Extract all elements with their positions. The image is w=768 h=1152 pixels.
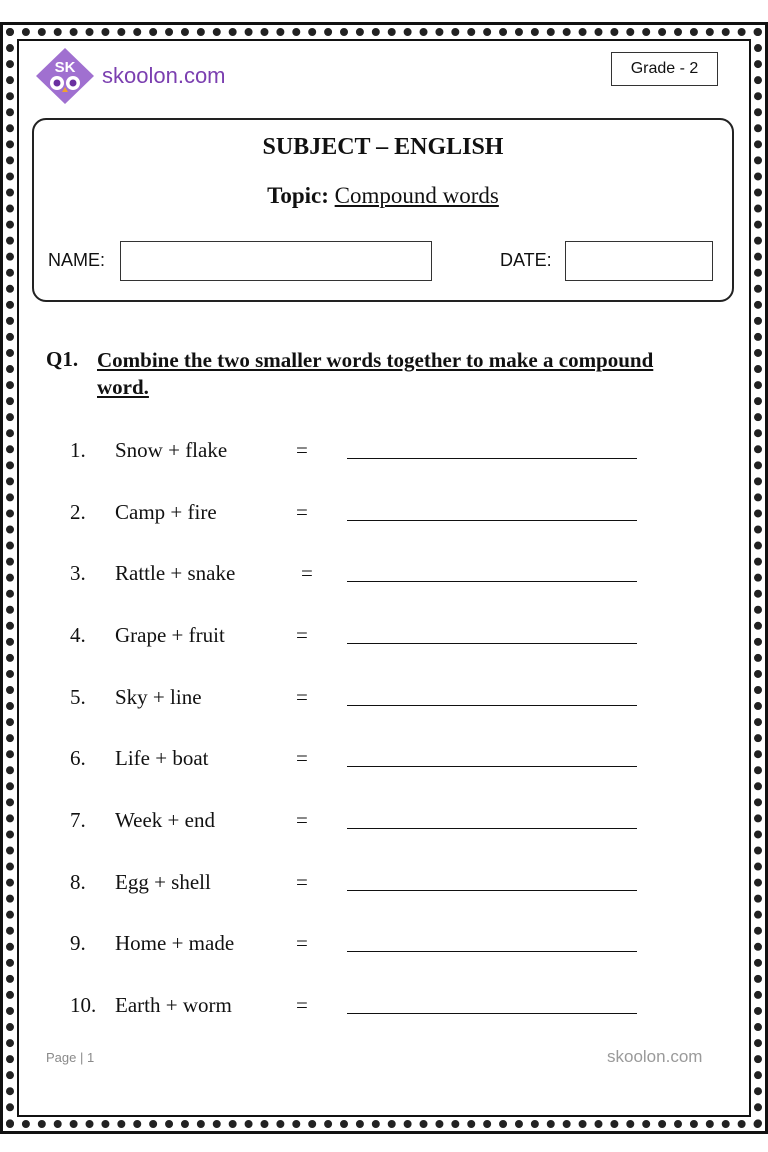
- item-number: 6.: [70, 746, 86, 770]
- exercise-item: [0, 500, 768, 530]
- answer-line[interactable]: [347, 705, 637, 706]
- equals-sign: =: [296, 993, 308, 1017]
- answer-line[interactable]: [347, 1013, 637, 1014]
- item-number: 1.: [70, 438, 86, 462]
- exercise-item: [0, 931, 768, 961]
- item-number: 7.: [70, 808, 86, 832]
- answer-line[interactable]: [347, 828, 637, 829]
- exercise-item: [0, 561, 768, 591]
- exercise-item: [0, 685, 768, 715]
- logo-text: skoolon.com: [102, 63, 226, 88]
- exercise-item: [0, 438, 768, 468]
- item-words: Camp + fire: [115, 500, 217, 524]
- exercise-item: [0, 623, 768, 653]
- equals-sign: =: [296, 808, 308, 832]
- item-number: 4.: [70, 623, 86, 647]
- equals-sign: =: [301, 561, 313, 585]
- topic-label: Topic:: [267, 183, 329, 208]
- footer-site: skoolon.com: [607, 1047, 703, 1066]
- equals-sign: =: [296, 685, 308, 709]
- item-words: Home + made: [115, 931, 235, 955]
- equals-sign: =: [296, 931, 308, 955]
- name-label: NAME:: [48, 250, 106, 270]
- item-words: Rattle + snake: [115, 561, 236, 585]
- subject-title: SUBJECT – ENGLISH: [262, 134, 504, 160]
- owl-logo-icon: [34, 46, 96, 106]
- topic-line: [34, 183, 732, 209]
- equals-sign: =: [296, 870, 308, 894]
- grade-badge: Grade - 2: [611, 52, 718, 86]
- equals-sign: =: [296, 746, 308, 770]
- answer-line[interactable]: [347, 766, 637, 767]
- answer-line[interactable]: [347, 520, 637, 521]
- item-words: Grape + fruit: [115, 623, 225, 647]
- exercise-item: [0, 993, 768, 1023]
- equals-sign: =: [296, 438, 308, 462]
- exercise-item: [0, 808, 768, 838]
- question-number: Q1.: [46, 347, 79, 371]
- date-field[interactable]: [565, 241, 713, 281]
- brand-logo: [34, 46, 226, 106]
- item-words: Week + end: [115, 808, 215, 832]
- answer-line[interactable]: [347, 581, 637, 582]
- equals-sign: =: [296, 623, 308, 647]
- question-text: Combine the two smaller words together to make a compound word.: [97, 348, 654, 399]
- item-words: Egg + shell: [115, 870, 211, 894]
- answer-line[interactable]: [347, 951, 637, 952]
- exercise-item: [0, 870, 768, 900]
- exercise-item: [0, 746, 768, 776]
- answer-line[interactable]: [347, 458, 637, 459]
- item-number: 8.: [70, 870, 86, 894]
- topic-value: Compound words: [334, 183, 499, 208]
- page-number: Page | 1: [46, 1050, 95, 1065]
- equals-sign: =: [296, 500, 308, 524]
- item-words: Earth + worm: [115, 993, 232, 1017]
- item-number: 9.: [70, 931, 86, 955]
- item-words: Life + boat: [115, 746, 209, 770]
- worksheet-header: [32, 118, 734, 302]
- item-number: 10.: [70, 993, 97, 1017]
- answer-line[interactable]: [347, 643, 637, 644]
- item-words: Sky + line: [115, 685, 202, 709]
- item-number: 3.: [70, 561, 86, 585]
- logo-mark: SK: [54, 59, 76, 76]
- name-field[interactable]: [120, 241, 432, 281]
- date-label: DATE:: [500, 250, 552, 270]
- answer-line[interactable]: [347, 890, 637, 891]
- item-number: 2.: [70, 500, 86, 524]
- item-words: Snow + flake: [115, 438, 228, 462]
- item-number: 5.: [70, 685, 86, 709]
